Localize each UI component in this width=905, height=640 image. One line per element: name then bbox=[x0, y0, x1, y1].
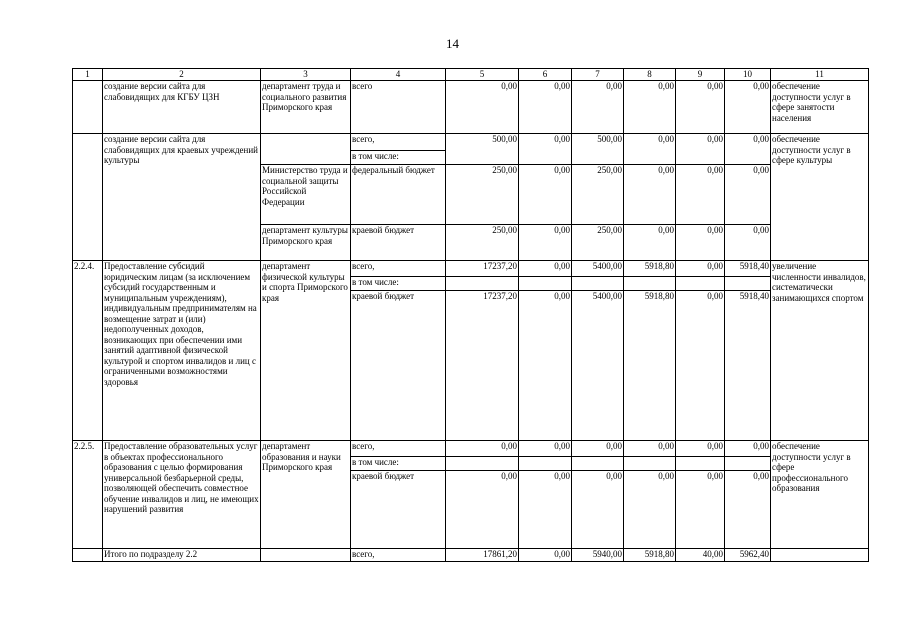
executor: департамент образования и науки Приморского края bbox=[261, 441, 351, 549]
value-y3: 0,00 bbox=[624, 165, 676, 225]
empty-cell bbox=[572, 277, 624, 291]
funding-source: краевой бюджет bbox=[351, 225, 446, 261]
value-total: 500,00 bbox=[446, 134, 519, 165]
value-y4: 0,00 bbox=[676, 471, 725, 549]
value-y3: 0,00 bbox=[624, 225, 676, 261]
expected-result: увеличение численности инвалидов, систематически занимающихся спортом bbox=[771, 261, 869, 441]
value-y4: 0,00 bbox=[676, 134, 725, 165]
value-y3: 0,00 bbox=[624, 441, 676, 457]
funding-source: краевой бюджет bbox=[351, 291, 446, 441]
col-header: 10 bbox=[725, 69, 771, 81]
measure-name: создание версии сайта для слабовидящих для краевых учреждений культуры bbox=[103, 134, 261, 261]
value-total: 17237,20 bbox=[446, 261, 519, 277]
executor bbox=[261, 549, 351, 562]
value-y3: 5918,80 bbox=[624, 261, 676, 277]
value-y1: 0,00 bbox=[519, 441, 572, 457]
code-cell bbox=[73, 81, 103, 134]
empty-cell bbox=[572, 457, 624, 471]
col-header: 1 bbox=[73, 69, 103, 81]
value-y3: 0,00 bbox=[624, 471, 676, 549]
expected-result bbox=[771, 549, 869, 562]
value-y4: 0,00 bbox=[676, 81, 725, 134]
measure-name: создание версии сайта для слабовидящих для КГБУ ЦЗН bbox=[103, 81, 261, 134]
funding-source: всего, bbox=[351, 134, 446, 151]
value-y5: 0,00 bbox=[725, 81, 771, 134]
col-header: 2 bbox=[103, 69, 261, 81]
funding-source: всего, bbox=[351, 441, 446, 457]
funding-source: в том числе: bbox=[351, 151, 446, 165]
executor: департамент физической культуры и спорта Приморского края bbox=[261, 261, 351, 441]
executor: департамент труда и социального развития Приморского края bbox=[261, 81, 351, 134]
page-number: 14 bbox=[446, 36, 459, 51]
value-y3: 5918,80 bbox=[624, 291, 676, 441]
empty-cell bbox=[725, 277, 771, 291]
executor: департамент культуры Приморского края bbox=[261, 225, 351, 261]
value-y2: 250,00 bbox=[572, 225, 624, 261]
value-y5: 5962,40 bbox=[725, 549, 771, 562]
empty-cell bbox=[676, 457, 725, 471]
measure-name: Предоставление образовательных услуг в объектах профессионального образования с целью формирования универсальной безбарьерной среды, позволяющей обеспечить совместное обучение инвалидов и лиц, не имеющих нарушений развития bbox=[103, 441, 261, 549]
value-total: 250,00 bbox=[446, 165, 519, 225]
funding-source: в том числе: bbox=[351, 457, 446, 471]
value-y1: 0,00 bbox=[519, 291, 572, 441]
value-y2: 250,00 bbox=[572, 165, 624, 225]
code-cell: 2.2.4. bbox=[73, 261, 103, 441]
expected-result: обеспечение доступности услуг в сфере профессионального образования bbox=[771, 441, 869, 549]
empty-cell bbox=[624, 457, 676, 471]
empty-cell bbox=[725, 457, 771, 471]
value-total: 17861,20 bbox=[446, 549, 519, 562]
code-cell: 2.2.5. bbox=[73, 441, 103, 549]
funding-source: всего, bbox=[351, 261, 446, 277]
empty-cell bbox=[624, 277, 676, 291]
empty-cell bbox=[519, 457, 572, 471]
value-y1: 0,00 bbox=[519, 261, 572, 277]
col-header: 3 bbox=[261, 69, 351, 81]
col-header: 9 bbox=[676, 69, 725, 81]
funding-source: в том числе: bbox=[351, 277, 446, 291]
value-y2: 0,00 bbox=[572, 441, 624, 457]
code-cell bbox=[73, 549, 103, 562]
value-y4: 0,00 bbox=[676, 261, 725, 277]
value-y4: 0,00 bbox=[676, 291, 725, 441]
value-y3: 5918,80 bbox=[624, 549, 676, 562]
value-y1: 0,00 bbox=[519, 225, 572, 261]
table-row bbox=[73, 81, 869, 134]
total-label: Итого по подразделу 2.2 bbox=[103, 549, 261, 562]
value-y5: 0,00 bbox=[725, 134, 771, 165]
executor bbox=[261, 134, 351, 165]
funding-source: краевой бюджет bbox=[351, 471, 446, 549]
funding-source: всего, bbox=[351, 549, 446, 562]
col-header: 8 bbox=[624, 69, 676, 81]
value-y1: 0,00 bbox=[519, 134, 572, 165]
value-y4: 0,00 bbox=[676, 165, 725, 225]
empty-cell bbox=[519, 277, 572, 291]
value-y4: 40,00 bbox=[676, 549, 725, 562]
col-header: 5 bbox=[446, 69, 519, 81]
value-y4: 0,00 bbox=[676, 225, 725, 261]
program-table bbox=[72, 68, 869, 562]
value-total: 17237,20 bbox=[446, 291, 519, 441]
value-y1: 0,00 bbox=[519, 81, 572, 134]
value-y2: 500,00 bbox=[572, 134, 624, 165]
value-y5: 5918,40 bbox=[725, 261, 771, 277]
empty-cell bbox=[446, 277, 519, 291]
value-y5: 0,00 bbox=[725, 441, 771, 457]
value-y5: 5918,40 bbox=[725, 291, 771, 441]
empty-cell bbox=[676, 277, 725, 291]
executor: Министерство труда и социальной защиты Российской Федерации bbox=[261, 165, 351, 225]
value-y2: 5400,00 bbox=[572, 291, 624, 441]
value-y1: 0,00 bbox=[519, 471, 572, 549]
col-header: 7 bbox=[572, 69, 624, 81]
empty-cell bbox=[446, 457, 519, 471]
header-row bbox=[73, 69, 869, 81]
value-total: 0,00 bbox=[446, 471, 519, 549]
table-row bbox=[73, 261, 869, 277]
table-row bbox=[73, 441, 869, 457]
value-y3: 0,00 bbox=[624, 81, 676, 134]
funding-source: федеральный бюджет bbox=[351, 165, 446, 225]
value-y2: 5940,00 bbox=[572, 549, 624, 562]
value-total: 0,00 bbox=[446, 81, 519, 134]
col-header: 6 bbox=[519, 69, 572, 81]
value-total: 250,00 bbox=[446, 225, 519, 261]
total-row bbox=[73, 549, 869, 562]
value-y2: 5400,00 bbox=[572, 261, 624, 277]
expected-result: обеспечение доступности услуг в сфере культуры bbox=[771, 134, 869, 261]
value-y4: 0,00 bbox=[676, 441, 725, 457]
value-y3: 0,00 bbox=[624, 134, 676, 165]
value-y2: 0,00 bbox=[572, 471, 624, 549]
value-y1: 0,00 bbox=[519, 165, 572, 225]
value-total: 0,00 bbox=[446, 441, 519, 457]
value-y5: 0,00 bbox=[725, 225, 771, 261]
measure-name: Предоставление субсидий юридическим лицам (за исключением субсидий государственным и муниципальным учреждениям), индивидуальным предпринимателям на возмещение затрат и (или) недополученных доходов, возникающих при обеспечении ими занятий адаптивной физической культурой и спортом инвалидов и лиц с ограниченными возможностями здоровья bbox=[103, 261, 261, 441]
value-y5: 0,00 bbox=[725, 165, 771, 225]
col-header: 11 bbox=[771, 69, 869, 81]
col-header: 4 bbox=[351, 69, 446, 81]
value-y2: 0,00 bbox=[572, 81, 624, 134]
funding-source: всего bbox=[351, 81, 446, 134]
value-y5: 0,00 bbox=[725, 471, 771, 549]
expected-result: обеспечение доступности услуг в сфере занятости населения bbox=[771, 81, 869, 134]
code-cell bbox=[73, 134, 103, 261]
table-row bbox=[73, 134, 869, 151]
value-y1: 0,00 bbox=[519, 549, 572, 562]
